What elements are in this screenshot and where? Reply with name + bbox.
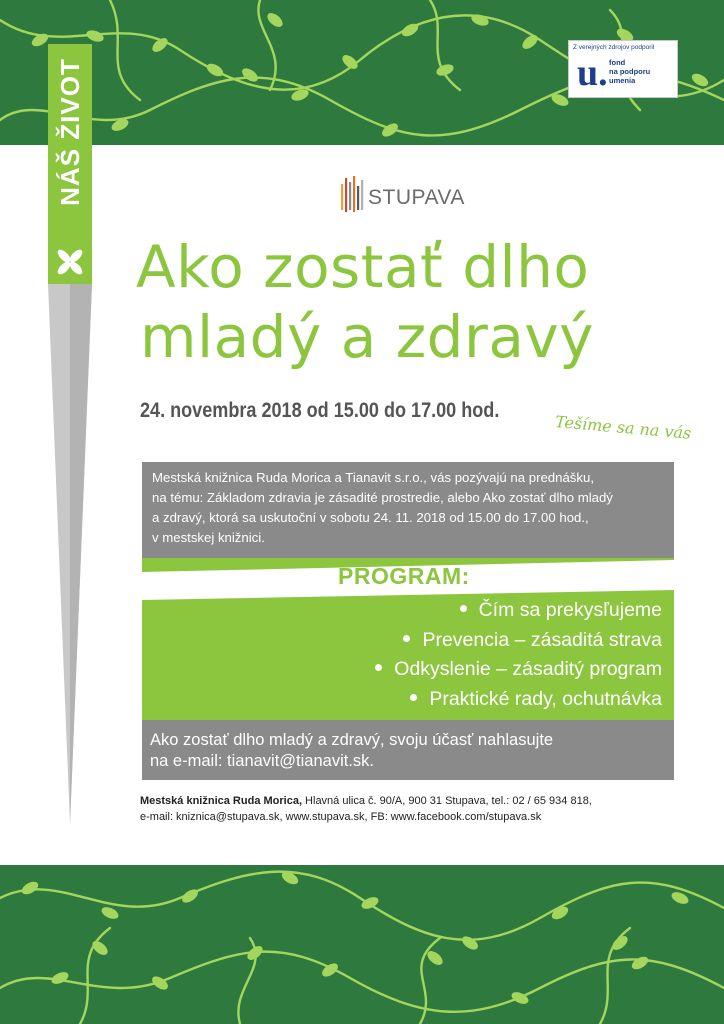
library-name: Mestská knižnica Ruda Morica,	[140, 795, 302, 807]
contact-line	[140, 793, 700, 809]
stupava-logo-icon	[340, 176, 364, 214]
contact-line: e-mail: kniznica@stupava.sk, www.stupava.sk, FB: www.facebook.com/stupava.sk	[140, 811, 542, 823]
fund-letter: u.	[577, 52, 608, 94]
registration-line: Ako zostať dlho mladý a zdravý, svoju účasť nahlasujte	[150, 731, 554, 749]
program-item	[142, 626, 662, 656]
program-list	[142, 596, 662, 714]
intro-line: na tému: Základom zdravia je zásadité prostredie, alebo Ako zostať dlho mladý	[152, 490, 613, 505]
intro-line: Mestská knižnica Ruda Morica a Tianavit s.r.o., vás pozývajú na prednášku,	[152, 470, 594, 485]
program-item-label: Prevencia – zásaditá strava	[422, 628, 662, 651]
registration-text	[150, 730, 650, 772]
title-line: mladý a zdravý	[140, 303, 595, 371]
program-item	[142, 655, 662, 685]
fund-caption: Z verejných zdrojov podporil	[573, 44, 655, 51]
program-item	[142, 596, 662, 626]
program-item-label: Čím sa prekysľujeme	[478, 599, 662, 621]
fund-name	[609, 58, 650, 85]
library-address: Hlavná ulica č. 90/A, 900 31 Stupava, tel.: 02 / 65 934 818,	[302, 795, 592, 807]
event-title	[136, 232, 696, 372]
intro-line: v mestskej knižnici.	[152, 530, 265, 545]
title-line: Ako zostať dlho	[136, 233, 590, 301]
program-item-label: Odkyslenie – zásaditý program	[394, 658, 662, 680]
intro-text	[152, 468, 666, 548]
nas-zivot-label: NÁŠ ŽIVOT	[55, 58, 85, 206]
bullet-icon	[403, 635, 410, 642]
program-item	[142, 685, 662, 715]
event-date: 24. novembra 2018 od 15.00 do 17.00 hod.	[140, 399, 500, 422]
program-heading: PROGRAM:	[338, 563, 470, 589]
fund-line: umenia	[609, 76, 636, 85]
bottom-vines-illustration	[0, 858, 724, 1024]
fond-na-podporu-umenia-logo	[568, 40, 678, 98]
fund-line: na podporu	[609, 67, 651, 76]
intro-line: a zdravý, ktorá sa uskutoční v sobotu 24. 11. 2018 od 15.00 do 17.00 hod.,	[152, 510, 589, 525]
leaf-cluster-icon	[52, 244, 88, 280]
bullet-icon	[375, 664, 382, 671]
slogan: Tešíme sa na vás	[554, 412, 692, 443]
registration-line: na e-mail: tianavit@tianavit.sk.	[150, 752, 375, 770]
bullet-icon	[460, 605, 467, 612]
contact-info	[140, 793, 700, 825]
bottom-vine-band	[0, 858, 724, 1024]
stupava-logo-text: STUPAVA	[368, 186, 465, 209]
tag-spike	[48, 284, 92, 824]
fund-line: fond	[609, 58, 626, 67]
program-item-label: Praktické rady, ochutnávka	[429, 687, 662, 710]
bullet-icon	[410, 694, 417, 701]
